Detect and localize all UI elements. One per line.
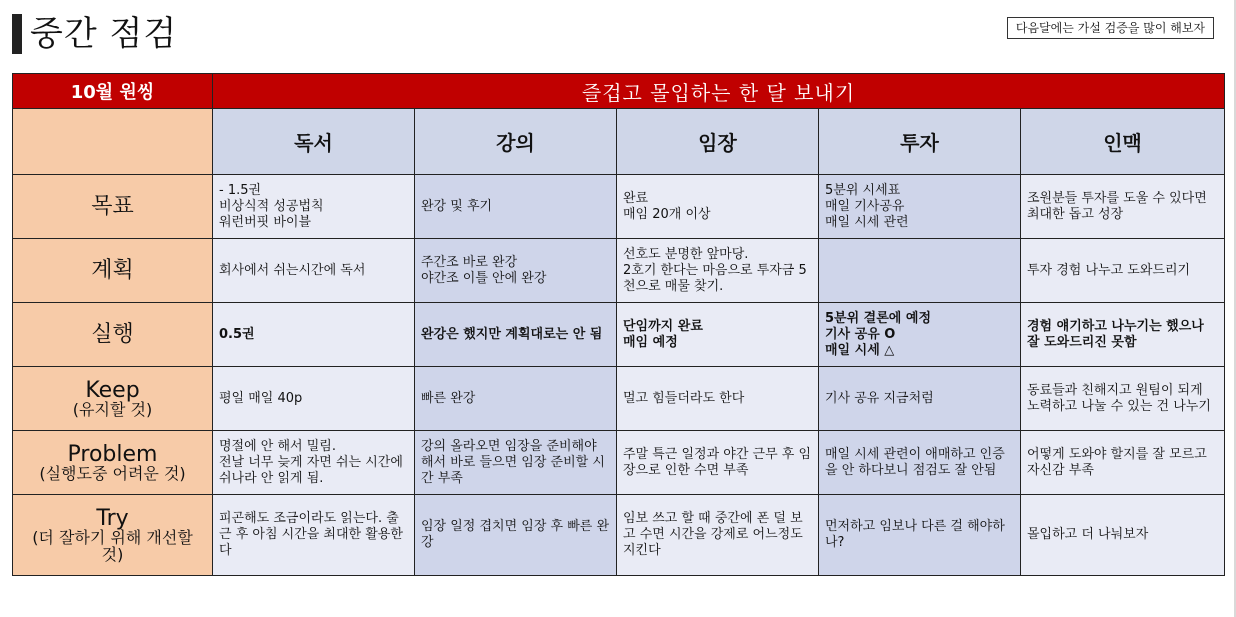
row-sublabel: (실행도중 어려운 것)	[39, 463, 186, 483]
table-cell: 완강 및 후기	[415, 175, 617, 239]
row-header	[13, 239, 213, 303]
row-label: 계획	[91, 257, 134, 283]
table-cell: 명절에 안 해서 밀림. 전날 너무 늦게 자면 쉬는 시간에 쉬나라 안 읽게 됨.	[213, 431, 415, 495]
table-cell: 기사 공유 지금처럼	[819, 367, 1021, 431]
row-label: 실행	[91, 321, 134, 347]
row-sublabel: (더 잘하기 위해 개선할 것)	[32, 527, 193, 564]
table-cell: 완료 매임 20개 이상	[617, 175, 819, 239]
table-cell: 임보 쓰고 할 때 중간에 폰 덜 보고 수면 시간을 강제로 어느정도 지킨다	[617, 495, 819, 576]
table-row	[13, 175, 1225, 239]
corner-cell	[13, 109, 213, 175]
table-cell: 몰입하고 더 나눠보자	[1021, 495, 1225, 576]
category-header: 임장	[617, 109, 819, 175]
category-header: 투자	[819, 109, 1021, 175]
category-row	[13, 109, 1225, 175]
table-cell: 임장 일정 겹치면 임장 후 빠른 완강	[415, 495, 617, 576]
table-cell: 경험 얘기하고 나누기는 했으나 잘 도와드리진 못함	[1021, 303, 1225, 367]
table-row	[13, 239, 1225, 303]
table-row	[13, 431, 1225, 495]
table-cell: 5분위 결론에 예정 기사 공유 O 매일 시세 △	[819, 303, 1021, 367]
table-cell: 투자 경험 나누고 도와드리기	[1021, 239, 1225, 303]
review-table	[12, 73, 1225, 576]
category-header: 독서	[213, 109, 415, 175]
table-cell: 매일 시세 관련이 애매하고 인증을 안 하다보니 점검도 잘 안됨	[819, 431, 1021, 495]
table-cell: 회사에서 쉬는시간에 독서	[213, 239, 415, 303]
title-bar-accent	[12, 14, 22, 54]
table-row	[13, 495, 1225, 576]
row-header	[13, 303, 213, 367]
table-cell: 5분위 시세표 매일 기사공유 매일 시세 관련	[819, 175, 1021, 239]
table-cell: 완강은 했지만 계획대로는 안 됨	[415, 303, 617, 367]
table-cell: - 1.5권 비상식적 성공법칙 워런버핏 바이블	[213, 175, 415, 239]
table-cell: 어떻게 도와야 할지를 잘 모르고 자신감 부족	[1021, 431, 1225, 495]
month-slogan: 즐겁고 몰입하는 한 달 보내기	[213, 74, 1225, 109]
row-label: Problem	[67, 441, 158, 467]
table-row	[13, 303, 1225, 367]
table-cell: 동료들과 친해지고 원팀이 되게 노력하고 나눌 수 있는 건 나누기	[1021, 367, 1225, 431]
row-header	[13, 367, 213, 431]
category-header: 강의	[415, 109, 617, 175]
table-cell: 강의 올라오면 임장을 준비해야 해서 바로 들으면 임장 준비할 시간 부족	[415, 431, 617, 495]
row-header	[13, 431, 213, 495]
row-label: Keep	[85, 377, 140, 403]
category-header: 인맥	[1021, 109, 1225, 175]
page-title: 중간 점검	[30, 14, 178, 54]
table-cell: 0.5권	[213, 303, 415, 367]
table-cell: 조원분들 투자를 도울 수 있다면 최대한 돕고 성장	[1021, 175, 1225, 239]
table-cell: 주간조 바로 완강 야간조 이틀 안에 완강	[415, 239, 617, 303]
table-cell: 빠른 완강	[415, 367, 617, 431]
table-cell: 피곤해도 조금이라도 읽는다. 출근 후 아침 시간을 최대한 활용한다	[213, 495, 415, 576]
table-row	[13, 367, 1225, 431]
row-label: Try	[96, 505, 129, 531]
month-label: 10월 원씽	[13, 74, 213, 109]
row-sublabel: (유지할 것)	[72, 399, 153, 419]
table-cell: 멀고 힘들더라도 한다	[617, 367, 819, 431]
table-cell: 주말 특근 일정과 야간 근무 후 임장으로 인한 수면 부족	[617, 431, 819, 495]
header-row	[13, 74, 1225, 109]
table-cell: 먼저하고 임보나 다른 걸 해야하나?	[819, 495, 1021, 576]
row-header	[13, 495, 213, 576]
table-cell: 평일 매일 40p	[213, 367, 415, 431]
row-header	[13, 175, 213, 239]
table-cell: 단임까지 완료 매임 예정	[617, 303, 819, 367]
note-box: 다음달에는 가설 검증을 많이 해보자	[1007, 17, 1214, 39]
table-cell: 선호도 분명한 앞마당. 2호기 한다는 마음으로 투자금 5천으로 매물 찾기.	[617, 239, 819, 303]
table-cell	[819, 239, 1021, 303]
row-label: 목표	[91, 193, 134, 219]
